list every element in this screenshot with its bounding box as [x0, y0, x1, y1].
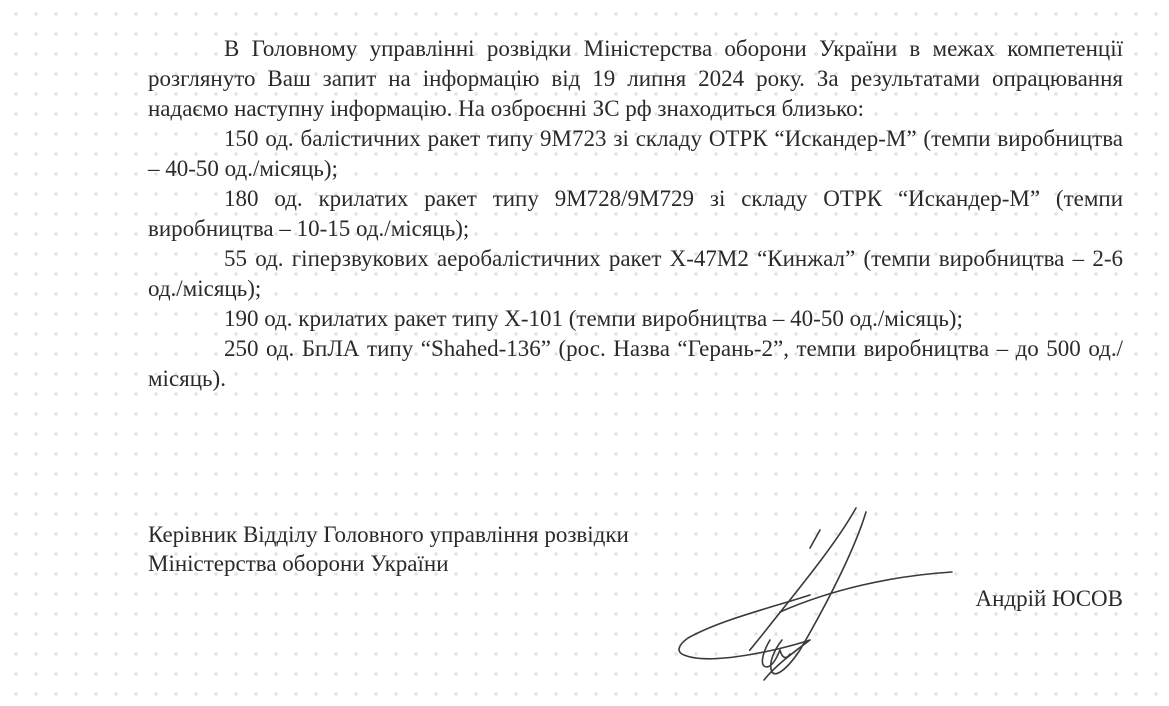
- list-item-kh101: 190 од. крилатих ракет типу Х-101 (темпи виробництва – 40-50 од./місяць);: [224, 306, 963, 331]
- handwritten-signature: [660, 500, 960, 700]
- list-item-iskander-ballistic: 150 од. балістичних ракет типу 9М723 зі складу ОТРК “Искандер-М” (темпи виробництва – 40-50 од./місяць);: [148, 126, 1123, 181]
- position-line-1: Керівник Відділу Головного управління розвідки: [148, 522, 629, 547]
- signer-name: Андрій ЮСОВ: [975, 586, 1123, 611]
- position-line-2: Міністерства оборони України: [148, 551, 449, 576]
- signature-position: [148, 520, 629, 578]
- list-item-shahed: 250 од. БпЛА типу “Shahed-136” (рос. Назва “Герань-2”, темпи виробництва – до 500 од./місяць).: [148, 336, 1123, 391]
- list-item-kinzhal: 55 од. гіперзвукових аеробалістичних ракет Х-47М2 “Кинжал” (темпи виробництва – 2-6 од./місяць);: [148, 246, 1123, 301]
- list-item-iskander-cruise: 180 од. крилатих ракет типу 9М728/9М729 зі складу ОТРК “Искандер-М” (темпи виробництва – 10-15 од./місяць);: [148, 186, 1123, 241]
- letter-body: [148, 34, 1123, 394]
- intro-paragraph: В Головному управлінні розвідки Міністерства оборони України в межах компетенції розглянуто Ваш запит на інформацію від 19 липня 2024 року. За результатами опрацювання надаємо наступну інформацію. На озброєнні ЗС рф знаходиться близько:: [148, 36, 1123, 121]
